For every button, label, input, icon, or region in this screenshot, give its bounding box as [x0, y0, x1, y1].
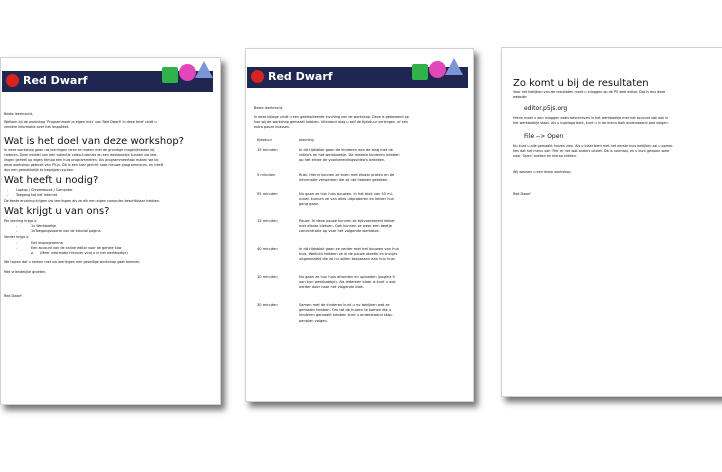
greeting: Beste leerkracht, [254, 106, 284, 110]
body-line: naar 'Open' zoeken en hierop klikken. [513, 154, 577, 158]
row-description: Rust. Hierin kunnen ze even met elkaar praten en de informatie verwerken die ze net hebben gekeken. [299, 173, 395, 183]
sub-bullet: o [31, 251, 34, 255]
nodig-note: De beste ervaring krijgen uw leerlingen als ze elk een eigen computer beschikbaar hebben. [4, 199, 161, 203]
pink-circle-mascot-icon [429, 61, 446, 78]
closing-line: We hopen dat u samen met uw leerlingen een gezellige workshop gaat beleven, [4, 260, 141, 264]
body-line: Nu kunt u alle gemaakt huizen zien. Als u klaar bent met het eerste huis bekijken zal u opmer- [513, 144, 674, 148]
nodig-item: Toegang tot het internet [16, 193, 58, 197]
intro-line: In deze bijlage vindt u een gedetailleerde invulling van de workshop. Deze is gebaseerd op [254, 115, 409, 119]
nodig-item: Laptop / Chromebook / Computer [16, 188, 73, 192]
menu-path: File --> Open [524, 133, 564, 140]
red-dwarf-logo-icon [251, 70, 264, 83]
heading-nodig: Wat heeft u nodig? [4, 175, 99, 186]
doel-line: coderen. Door middel van een collectie video-tutorials en een werkboekje kunnen uw leer- [4, 153, 158, 157]
pink-circle-mascot-icon [179, 64, 196, 81]
row-description: In dit tijdsblok gaan ze verder met het bouwen van hun huis. Wellicht hebben ze in de pauze ideeën en trucjes uitgewisseld die ze nu willen toepassen aan hun huis. [299, 247, 399, 262]
banner-title: Red Dwarf [23, 74, 88, 87]
intro-line: verdere informatie over het lespakket. [4, 125, 70, 129]
heading-resultaten: Zo komt u bij de resultaten [513, 78, 649, 89]
row-description: In dit tijdsblok gaan de kinderen aan de slag met de video's en het werkboekje. De meeste kinderen hebben op het einde de voorbereidingsvideo's bekeken. [299, 148, 400, 163]
intro-line: Welkom bij de workshop 'Programmeer je eigen huis' van Red Dwarf! In deze brief vindt u [4, 120, 157, 124]
body-line: Voor het bekijken van de resultaten moet u inloggen op de P5 web editor. Dat is dus deze [513, 90, 666, 94]
red-dwarf-banner [2, 71, 213, 92]
doel-line: dus een gemakkelijk te begrijpen syntax. [4, 168, 74, 172]
list-bullet: - [16, 246, 18, 250]
body-line: Hierin moet u dan inloggen zoals beschreven in het werkboekje met het account dat ook in [513, 116, 669, 120]
list-bullet: - [16, 229, 18, 233]
letter-page-3 [501, 47, 722, 397]
intro-line: hoe wij de workshop gemaakt hebben. Uiteraard mag u zelf de tijdsduur verlengen, of een [254, 120, 408, 124]
list-bullet: - [16, 241, 18, 245]
editor-url: editor.p5js.org [524, 105, 568, 112]
intro-line: extra pauze inlassen. [254, 125, 291, 129]
column-header-planning: planning [299, 138, 314, 142]
closing-greeting: Met vriendelijke groeten, [4, 270, 47, 274]
nodig-bullet: - [7, 193, 9, 197]
blue-triangle-mascot-icon [195, 61, 213, 78]
greeting: Beste leerkracht, [4, 112, 34, 116]
row-description: Pauze. In deze pauze kunnen ze tijdvoorbereid lekker met elkaar kletsen. Ook kunnen ze weer een beetje concentratie op voor het volgende werkblok. [299, 219, 395, 234]
verder-item: Het lesprogramma [31, 241, 63, 245]
green-square-mascot-icon [162, 67, 178, 83]
leerling-item: 1x Werkboekje [31, 224, 57, 228]
verder-sub: (Meer informatie hierover vind u in het werkboekje) [40, 251, 128, 255]
signature: Red Dwarf [513, 192, 531, 196]
row-duration: 55 minuten [257, 192, 278, 196]
row-duration: 5 minuten [257, 173, 276, 177]
verder-label: Verder krijgt u: [4, 235, 30, 239]
letter-page-1 [0, 57, 221, 405]
row-description: Nu gaan ze hun huis bouwen. In het blok van 55 mi- nuten kunnen ze van alles uitproberen en lekker hun gang gaan. [299, 192, 395, 207]
closing-line: Wij wensen u een leuke workshop, [513, 170, 572, 174]
row-duration: 15 minuten [257, 148, 278, 152]
row-description: Samen met de kinderen kunt u nu bekijken wat ze gemaakt hebben. Om tot de huizen te komen die u kinderen gemaakt hebben kunt u onderstaand stap- penplan volgen. [299, 303, 393, 323]
column-header-duur: tijdsduur [257, 138, 272, 142]
list-bullet: - [16, 224, 18, 228]
row-duration: 10 minuten [257, 275, 278, 279]
heading-doel: Wat is het doel van deze workshop? [4, 136, 184, 147]
heading-krijgt: Wat krijgt u van ons? [4, 206, 110, 217]
verder-item: Een account van de online editor voor de gehele klas [31, 246, 122, 250]
doel-line: In deze workshop gaan uw leerlingen leren te maken met de grondige mogelijkheden bij [4, 148, 155, 152]
nodig-bullet: - [7, 188, 9, 192]
body-line: het werkboekje staat. Als u ingelogd bent, kunt u in de menu balk onderstaand pad volgen: [513, 121, 669, 125]
letter-page-2 [245, 48, 474, 402]
green-square-mascot-icon [412, 64, 428, 80]
body-line: ken dat het menu van 'File' er net wat anders uitziet. Dit is normaal, en u kunt gewoon weer [513, 149, 670, 153]
doel-line: deze workshop gebruik van P5.js. Dit is een taal gericht naar nieuwe programmeurs, en heeft [4, 163, 164, 167]
leerling-label: Per leerling krijgt u: [4, 219, 38, 223]
row-duration: 40 minuten [257, 247, 278, 251]
red-dwarf-logo-icon [6, 74, 19, 87]
doel-line: lingen geheel op eigen tempo een huis programmeren. Als programmeertaal maken we bij [4, 158, 159, 162]
signature: Red Dwarf [4, 294, 22, 298]
body-line: website: [513, 95, 528, 99]
blue-triangle-mascot-icon [445, 58, 463, 75]
leerling-item: 1xToegangskaarte van de tutorial pagina [31, 229, 101, 233]
row-duration: 30 minuten [257, 303, 278, 307]
red-dwarf-banner [247, 67, 468, 88]
row-duration: 15 minuten [257, 219, 278, 223]
banner-title: Red Dwarf [268, 70, 333, 83]
row-description: Nu gaan ze hun huis afronden en uploaden (pagina 9 van hun werkboekje). Als iedereen klaar is kunt u ook eerder door naar het volgende blok. [299, 275, 396, 290]
